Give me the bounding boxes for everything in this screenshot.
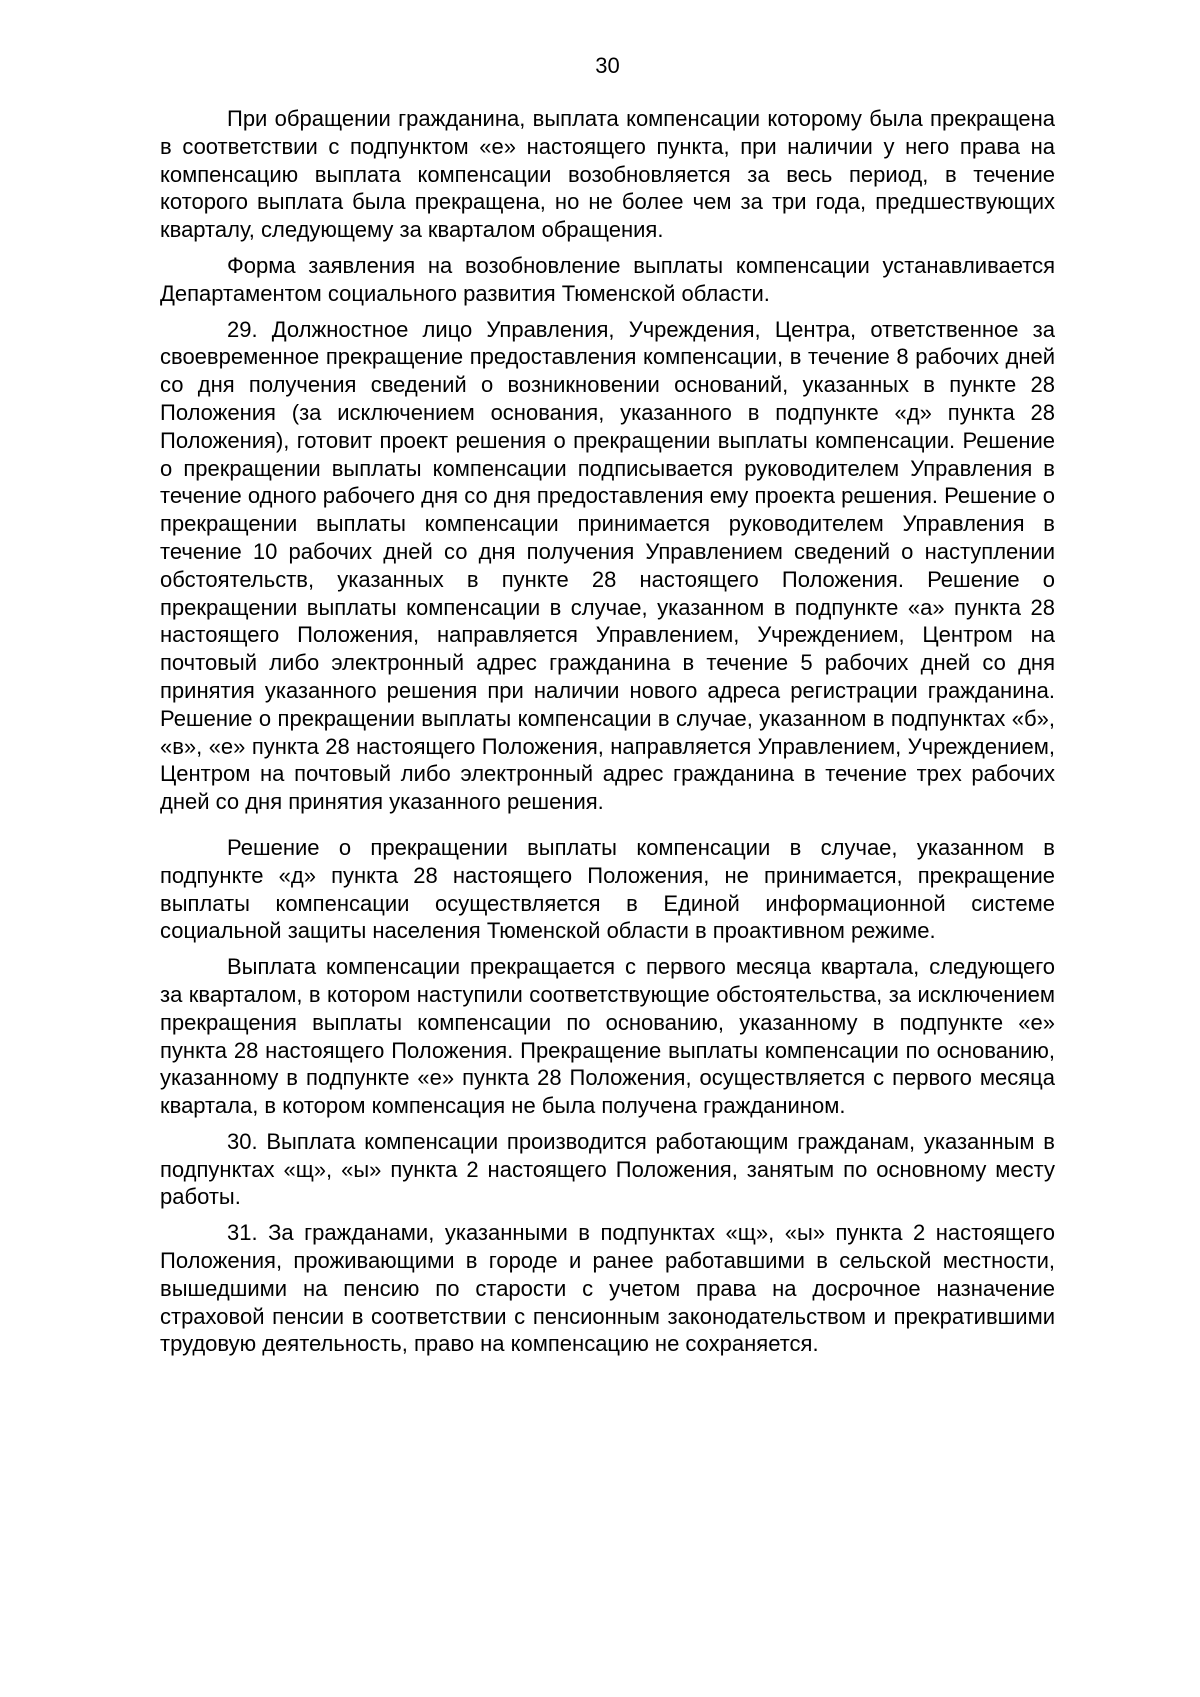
paragraph-decision-subclause-d: Решение о прекращении выплаты компенсации в случае, указанном в подпункте «д» пункта 28 настоящего Положения, не принимается, прекращение выплаты компенсации осуществляется в Единой информационной системе социальной защиты населения Тюменской области в проактивном режиме. [160, 834, 1055, 944]
paragraph-application-form: Форма заявления на возобновление выплаты компенсации устанавливается Департаментом социального развития Тюменской области. [160, 252, 1055, 306]
paragraph-clause-31: 31. За гражданами, указанными в подпунктах «щ», «ы» пункта 2 настоящего Положения, проживающими в городе и ранее работавшими в сельской местности, вышедшими на пенсию по старости с учетом права на досрочное назначение страховой пенсии в соответствии с пенсионным законодательством и прекратившими трудовую деятельность, право на компенсацию не сохраняется. [160, 1220, 1055, 1357]
page-number: 30 [595, 53, 620, 78]
paragraph-clause-29: 29. Должностное лицо Управления, Учреждения, Центра, ответственное за своевременное прекращение предоставления компенсации, в течение 8 рабочих дней со дня получения сведений о возникновении оснований, указанных в пункте 28 Положения (за исключением основания, указанного в подпункте «д» пункта 28 Положения), готовит проект решения о прекращении выплаты компенсации. Решение о прекращении выплаты компенсации подписывается руководителем Управления в течение одного рабочего дня со дня предоставления ему проекта решения. Решение о прекращении выплаты компенсации принимается руководителем Управления в течение 10 рабочих дней со дня получения Управлением сведений о наступлении обстоятельств, указанных в пункте 28 настоящего Положения. Решение о прекращении выплаты компенсации в случае, указанном в подпункте «а» пункта 28 настоящего Положения, направляется Управлением, Учреждением, Центром на почтовый либо электронный адрес гражданина в течение 5 рабочих дней со дня принятия указанного решения при наличии нового адреса регистрации гражданина. Решение о прекращении выплаты компенсации в случае, указанном в подпунктах «б», «в», «е» пункта 28 настоящего Положения, направляется Управлением, Учреждением, Центром на почтовый либо электронный адрес гражданина в течение трех рабочих дней со дня принятия указанного решения. [160, 316, 1055, 815]
document-body [160, 105, 1055, 1358]
paragraph-resumption: При обращении гражданина, выплата компенсации которому была прекращена в соответствии с подпунктом «е» настоящего пункта, при наличии у него права на компенсацию выплата компенсации возобновляется за весь период, в течение которого выплата была прекращена, но не более чем за три года, предшествующих кварталу, следующему за кварталом обращения. [160, 106, 1055, 243]
paragraph-termination-timing: Выплата компенсации прекращается с первого месяца квартала, следующего за кварталом, в котором наступили соответствующие обстоятельства, за исключением прекращения выплаты компенсации по основанию, указанному в подпункте «е» пункта 28 настоящего Положения. Прекращение выплаты компенсации по основанию, указанному в подпункте «е» пункта 28 Положения, осуществляется с первого месяца квартала, в котором компенсация не была получена гражданином. [160, 954, 1055, 1119]
paragraph-clause-30: 30. Выплата компенсации производится работающим гражданам, указанным в подпунктах «щ», «ы» пункта 2 настоящего Положения, занятым по основному месту работы. [160, 1128, 1055, 1210]
